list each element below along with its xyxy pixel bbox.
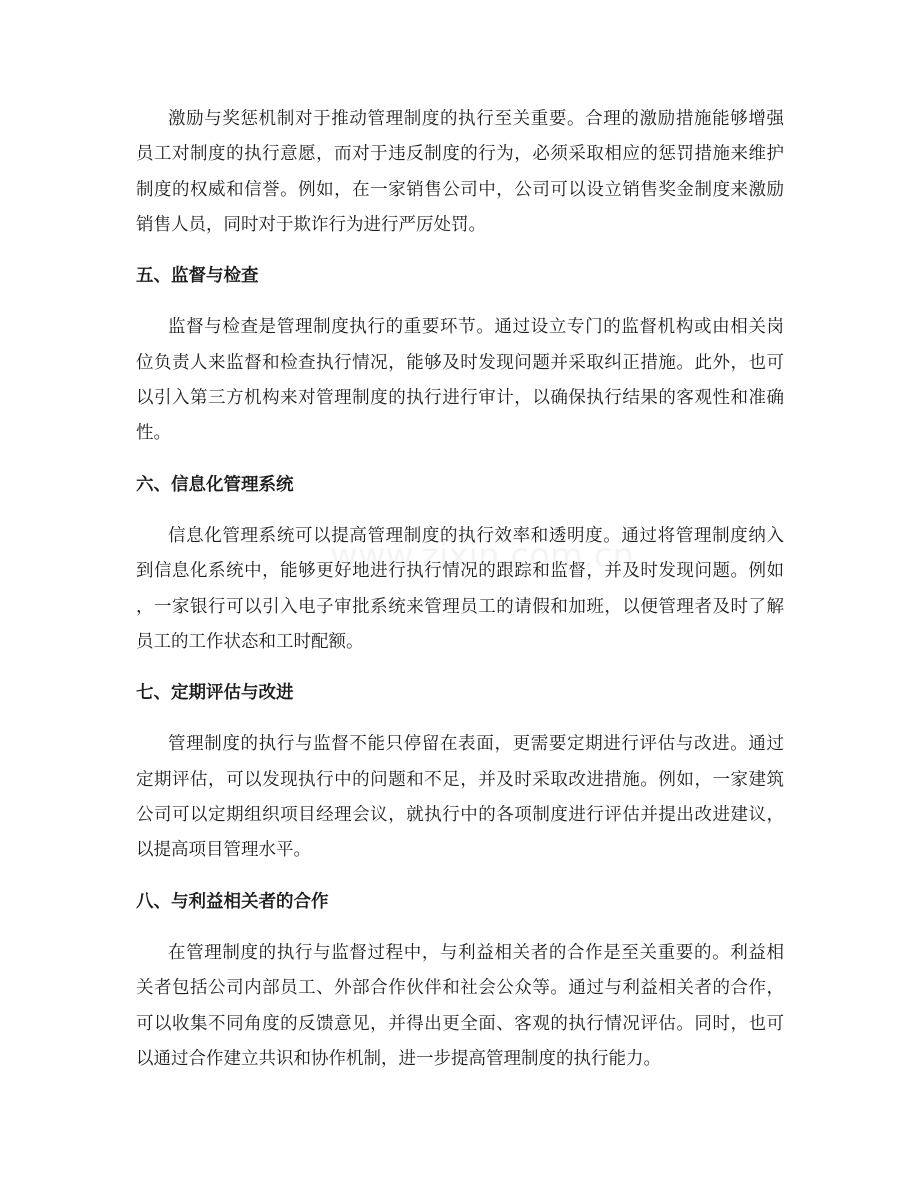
paragraph-line: ，一家银行可以引入电子审批系统来管理员工的请假和加班，以便管理者及时了解 [136,596,784,617]
paragraph-line: 激励与奖惩机制对于推动管理制度的执行至关重要。合理的激励措施能够增强 [168,109,784,129]
document-body [136,102,784,1077]
paragraph-line: 以提高项目管理水平。 [136,840,311,861]
paragraph-line: 销售人员，同时对于欺诈行为进行严厉处罚。 [136,214,486,235]
paragraph-line: 员工的工作状态和工时配额。 [136,631,364,652]
paragraph-line: 公司可以定期组织项目经理会议，就执行中的各项制度进行评估并提出改进建议， [136,805,784,826]
section-heading-stakeholders: 八、与利益相关者的合作 [136,891,329,912]
paragraph-information-system [136,519,784,660]
paragraph-line: 性。 [136,423,171,444]
paragraph-supervision [136,310,784,451]
paragraph-line: 监督与检查是管理制度执行的重要环节。通过设立专门的监督机构或由相关岗 [168,317,784,338]
paragraph-line: 到信息化系统中，能够更好地进行执行情况的跟踪和监督，并及时发现问题。例如 [136,561,784,582]
paragraph-evaluation [136,727,784,868]
paragraph-line: 可以收集不同角度的反馈意见，并得出更全面、客观的执行情况评估。同时，也可 [136,1013,784,1034]
section-heading-supervision: 五、监督与检查 [136,266,259,287]
paragraph-line: 以引入第三方机构来对管理制度的执行进行审计，以确保执行结果的客观性和准确 [136,388,784,409]
paragraph-line: 以通过合作建立共识和协作机制，进一步提高管理制度的执行能力。 [136,1048,661,1069]
paragraph-line: 制度的权威和信誉。例如，在一家销售公司中，公司可以设立销售奖金制度来激励 [136,179,784,200]
section-heading-information-system: 六、信息化管理系统 [136,474,294,495]
paragraph-stakeholders [136,936,784,1077]
paragraph-line: 管理制度的执行与监督不能只停留在表面，更需要定期进行评估与改进。通过 [168,734,784,755]
paragraph-line: 员工对制度的执行意愿，而对于违反制度的行为，必须采取相应的惩罚措施来维护 [136,144,784,165]
paragraph-line: 在管理制度的执行与监督过程中，与利益相关者的合作是至关重要的。利益相 [168,942,784,963]
paragraph-line: 关者包括公司内部员工、外部合作伙伴和社会公众等。通过与利益相关者的合作， [136,978,784,999]
paragraph-intro [136,102,784,243]
paragraph-line: 位负责人来监督和检查执行情况，能够及时发现问题并采取纠正措施。此外，也可 [136,352,784,373]
paragraph-line: 信息化管理系统可以提高管理制度的执行效率和透明度。通过将管理制度纳入 [168,525,784,546]
section-heading-evaluation: 七、定期评估与改进 [136,683,294,704]
paragraph-line: 定期评估，可以发现执行中的问题和不足，并及时采取改进措施。例如，一家建筑 [136,769,784,790]
